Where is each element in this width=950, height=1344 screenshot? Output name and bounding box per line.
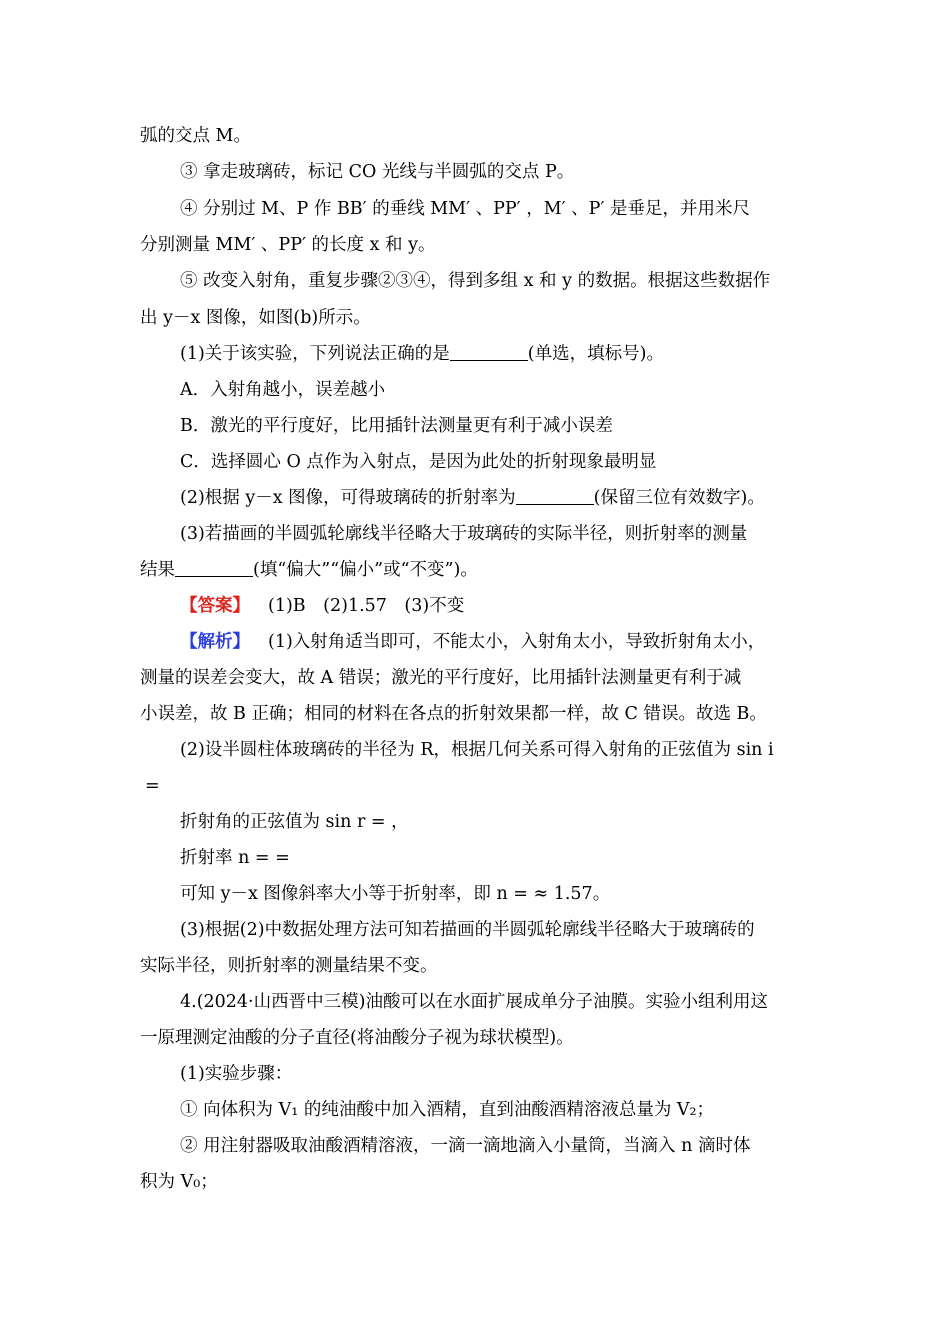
text-line: ③ 拿走玻璃砖，标记 CO 光线与半圆弧的交点 P。 bbox=[180, 162, 575, 182]
question-line-2 bbox=[180, 486, 765, 510]
question-4-line: (1)实验步骤： bbox=[180, 1064, 293, 1084]
question-text: (单选，填标号)。 bbox=[527, 344, 664, 364]
analysis-text: (1)入射角适当即可，不能太小，入射角太小，导致折射角太小， bbox=[268, 632, 766, 652]
question-line-3b bbox=[140, 558, 478, 582]
question-4-line: ② 用注射器吸取油酸酒精溶液，一滴一滴地滴入小量筒，当滴入 n 滴时体 bbox=[180, 1136, 751, 1156]
question-text: (1)关于该实验，下列说法正确的是 bbox=[180, 344, 450, 364]
analysis-line: 测量的误差会变大，故 A 错误；激光的平行度好，比用插针法测量更有利于减 bbox=[140, 668, 742, 688]
analysis-line: 折射角的正弦值为 sin r = ， bbox=[180, 812, 409, 832]
analysis-line: 可知 y－x 图像斜率大小等于折射率，即 n = ≈ 1.57。 bbox=[180, 884, 611, 904]
question-line-1 bbox=[180, 342, 664, 366]
question-text: 结果 bbox=[140, 560, 175, 580]
text-line: ④ 分别过 M、P 作 BB′ 的垂线 MM′ 、PP′ ，M′ 、P′ 是垂足，并用米尺 bbox=[180, 199, 750, 219]
text-line: 弧的交点 M。 bbox=[140, 126, 251, 146]
analysis-line: 小误差，故 B 正确；相同的材料在各点的折射效果都一样，故 C 错误。故选 B。 bbox=[140, 704, 767, 724]
text-line: ⑤ 改变入射角，重复步骤②③④，得到多组 x 和 y 的数据。根据这些数据作 bbox=[180, 271, 771, 291]
question-4-line: 积为 V₀； bbox=[140, 1172, 218, 1192]
option-a: A．入射角越小，误差越小 bbox=[180, 380, 386, 400]
analysis-line: = bbox=[145, 776, 160, 796]
text-line: 分别测量 MM′ 、PP′ 的长度 x 和 y。 bbox=[140, 235, 436, 255]
question-text: (保留三位有效数字)。 bbox=[593, 488, 765, 508]
option-b: B．激光的平行度好，比用插针法测量更有利于减小误差 bbox=[180, 416, 613, 436]
answer-label: 【答案】 bbox=[180, 596, 250, 616]
option-c: C．选择圆心 O 点作为入射点，是因为此处的折射现象最明显 bbox=[180, 452, 657, 472]
question-text: (2)根据 y－x 图像，可得玻璃砖的折射率为 bbox=[180, 488, 516, 508]
analysis-line: 实际半径，则折射率的测量结果不变。 bbox=[140, 956, 438, 976]
question-4-line: ① 向体积为 V₁ 的纯油酸中加入酒精，直到油酸酒精溶液总量为 V₂； bbox=[180, 1100, 715, 1120]
answer-blank bbox=[175, 560, 253, 577]
analysis-label: 【解析】 bbox=[180, 632, 250, 652]
question-4-line: 一原理测定油酸的分子直径(将油酸分子视为球状模型)。 bbox=[140, 1028, 574, 1048]
answer-text: (1)B (2)1.57 (3)不变 bbox=[268, 596, 465, 616]
analysis-line: (3)根据(2)中数据处理方法可知若描画的半圆弧轮廓线半径略大于玻璃砖的 bbox=[180, 920, 755, 940]
analysis-line: (2)设半圆柱体玻璃砖的半径为 R，根据几何关系可得入射角的正弦值为 sin i bbox=[180, 740, 774, 760]
question-text: (填“偏大”“偏小”或“不变”)。 bbox=[253, 560, 478, 580]
analysis-line: 折射率 n = = bbox=[180, 848, 290, 868]
text-line: 出 y－x 图像，如图(b)所示。 bbox=[140, 308, 371, 328]
question-line-3: (3)若描画的半圆弧轮廓线半径略大于玻璃砖的实际半径，则折射率的测量 bbox=[180, 524, 748, 544]
analysis-line bbox=[180, 630, 765, 654]
answer-blank bbox=[516, 488, 594, 505]
answer-blank bbox=[450, 344, 528, 361]
answer-line bbox=[180, 594, 464, 618]
question-4-line: 4.(2024·山西晋中三模)油酸可以在水面扩展成单分子油膜。实验小组利用这 bbox=[180, 992, 768, 1012]
